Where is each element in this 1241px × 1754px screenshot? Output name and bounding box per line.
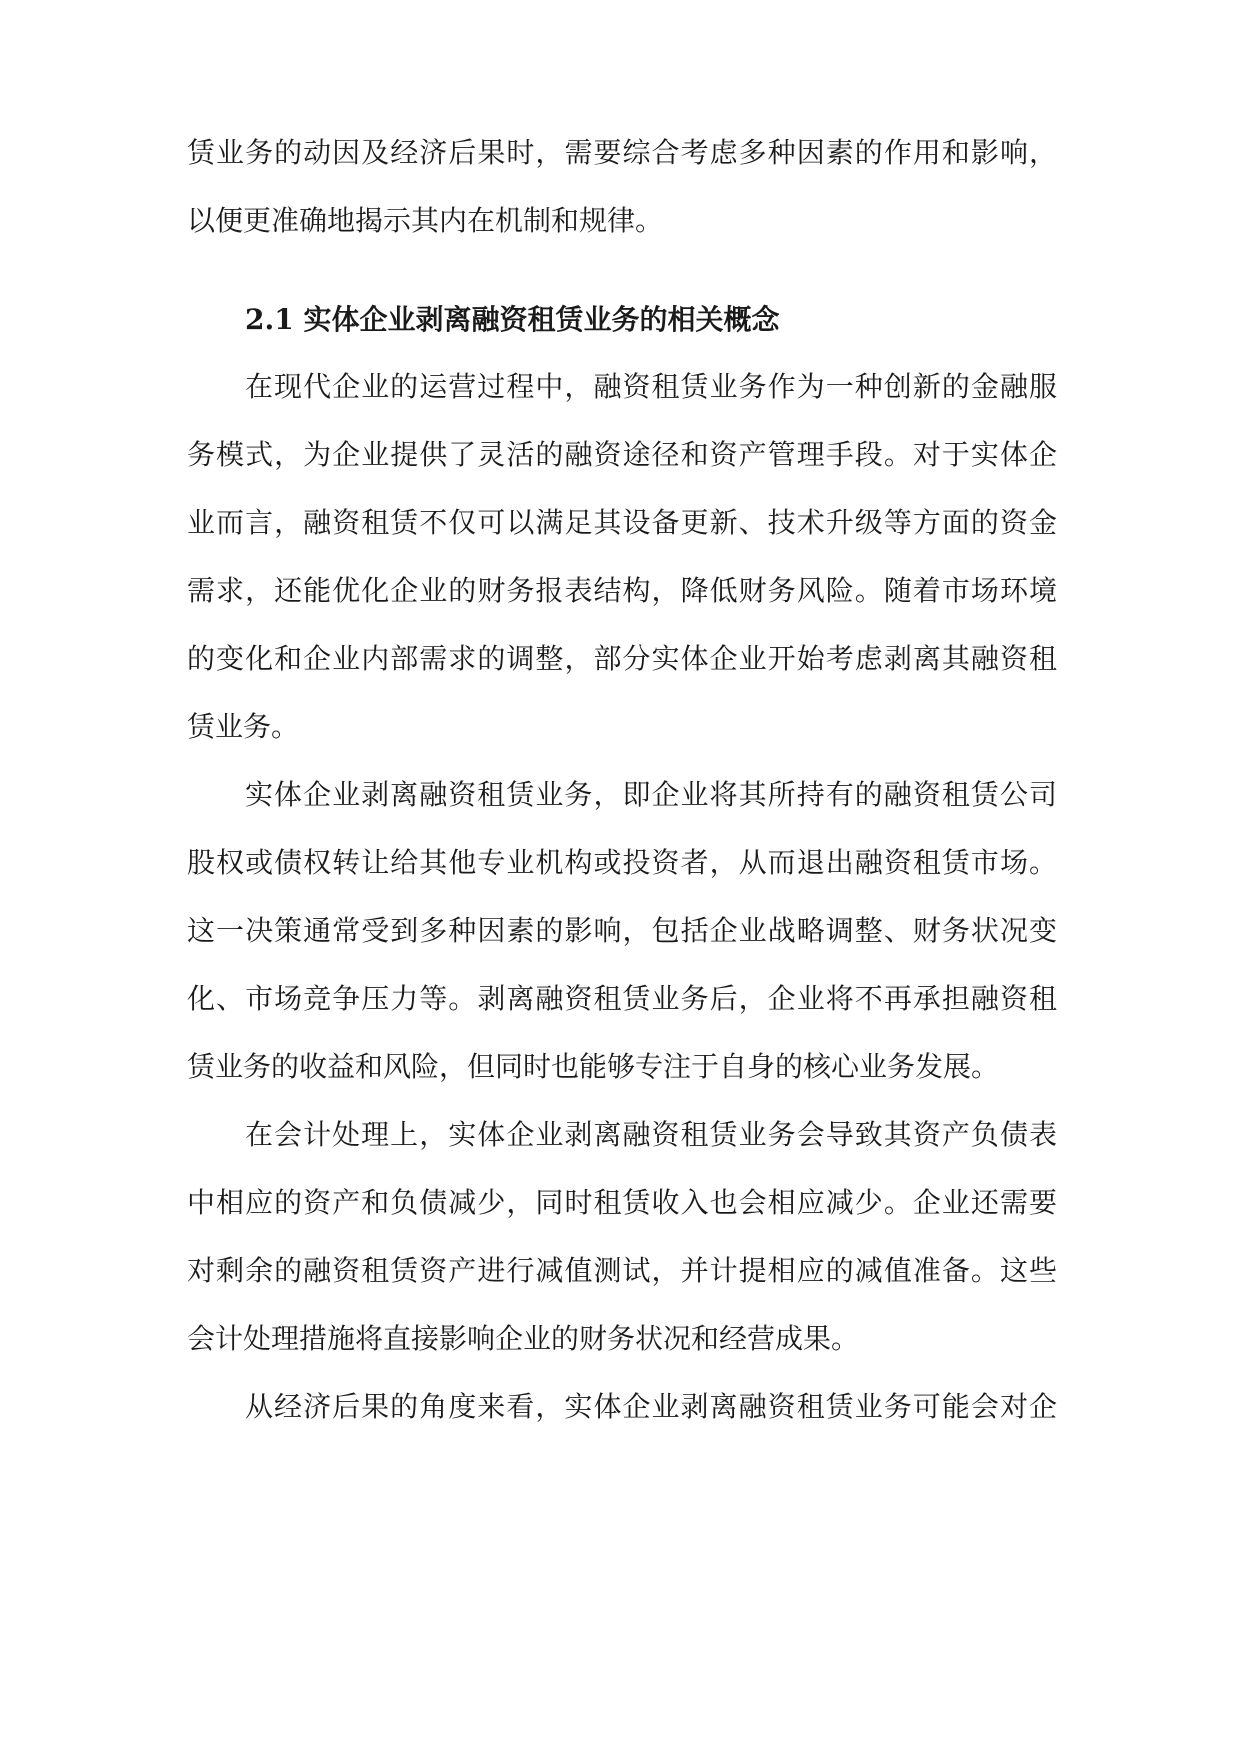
- paragraph-line: 赁业务。: [187, 710, 300, 743]
- paragraph-line: 会计处理措施将直接影响企业的财务状况和经营成果。: [187, 1322, 860, 1355]
- paragraph-line: 化、市场竞争压力等。剥离融资租赁业务后，企业将不再承担融资租: [187, 982, 1057, 1015]
- paragraph-line: 在会计处理上，实体企业剥离融资租赁业务会导致其资产负债表: [245, 1118, 1057, 1151]
- paragraph-line: 对剩余的融资租赁资产进行减值测试，并计提相应的减值准备。这些: [187, 1254, 1057, 1287]
- paragraph-line: 股权或债权转让给其他专业机构或投资者，从而退出融资租赁市场。: [187, 846, 1057, 879]
- paragraph-line: 实体企业剥离融资租赁业务，即企业将其所持有的融资租赁公司: [245, 778, 1057, 811]
- paragraph-line: 中相应的资产和负债减少，同时租赁收入也会相应减少。企业还需要: [187, 1186, 1057, 1219]
- continuation-line: 以便更准确地揭示其内在机制和规律。: [187, 204, 664, 237]
- section-heading: 2.1 实体企业剥离融资租赁业务的相关概念: [245, 303, 780, 336]
- paragraph-line: 这一决策通常受到多种因素的影响，包括企业战略调整、财务状况变: [187, 914, 1057, 947]
- paragraph-line: 业而言，融资租赁不仅可以满足其设备更新、技术升级等方面的资金: [187, 506, 1057, 539]
- paragraph-line: 在现代企业的运营过程中，融资租赁业务作为一种创新的金融服: [245, 370, 1057, 403]
- paragraph-line: 需求，还能优化企业的财务报表结构，降低财务风险。随着市场环境: [187, 574, 1057, 607]
- paragraph-line: 赁业务的收益和风险，但同时也能够专注于自身的核心业务发展。: [187, 1050, 1000, 1083]
- continuation-line: 赁业务的动因及经济后果时，需要综合考虑多种因素的作用和影响，: [187, 136, 1057, 169]
- paragraph-line: 务模式，为企业提供了灵活的融资途径和资产管理手段。对于实体企: [187, 438, 1057, 471]
- paragraph-line: 的变化和企业内部需求的调整，部分实体企业开始考虑剥离其融资租: [187, 642, 1057, 675]
- paragraph-line: 从经济后果的角度来看，实体企业剥离融资租赁业务可能会对企: [245, 1390, 1057, 1423]
